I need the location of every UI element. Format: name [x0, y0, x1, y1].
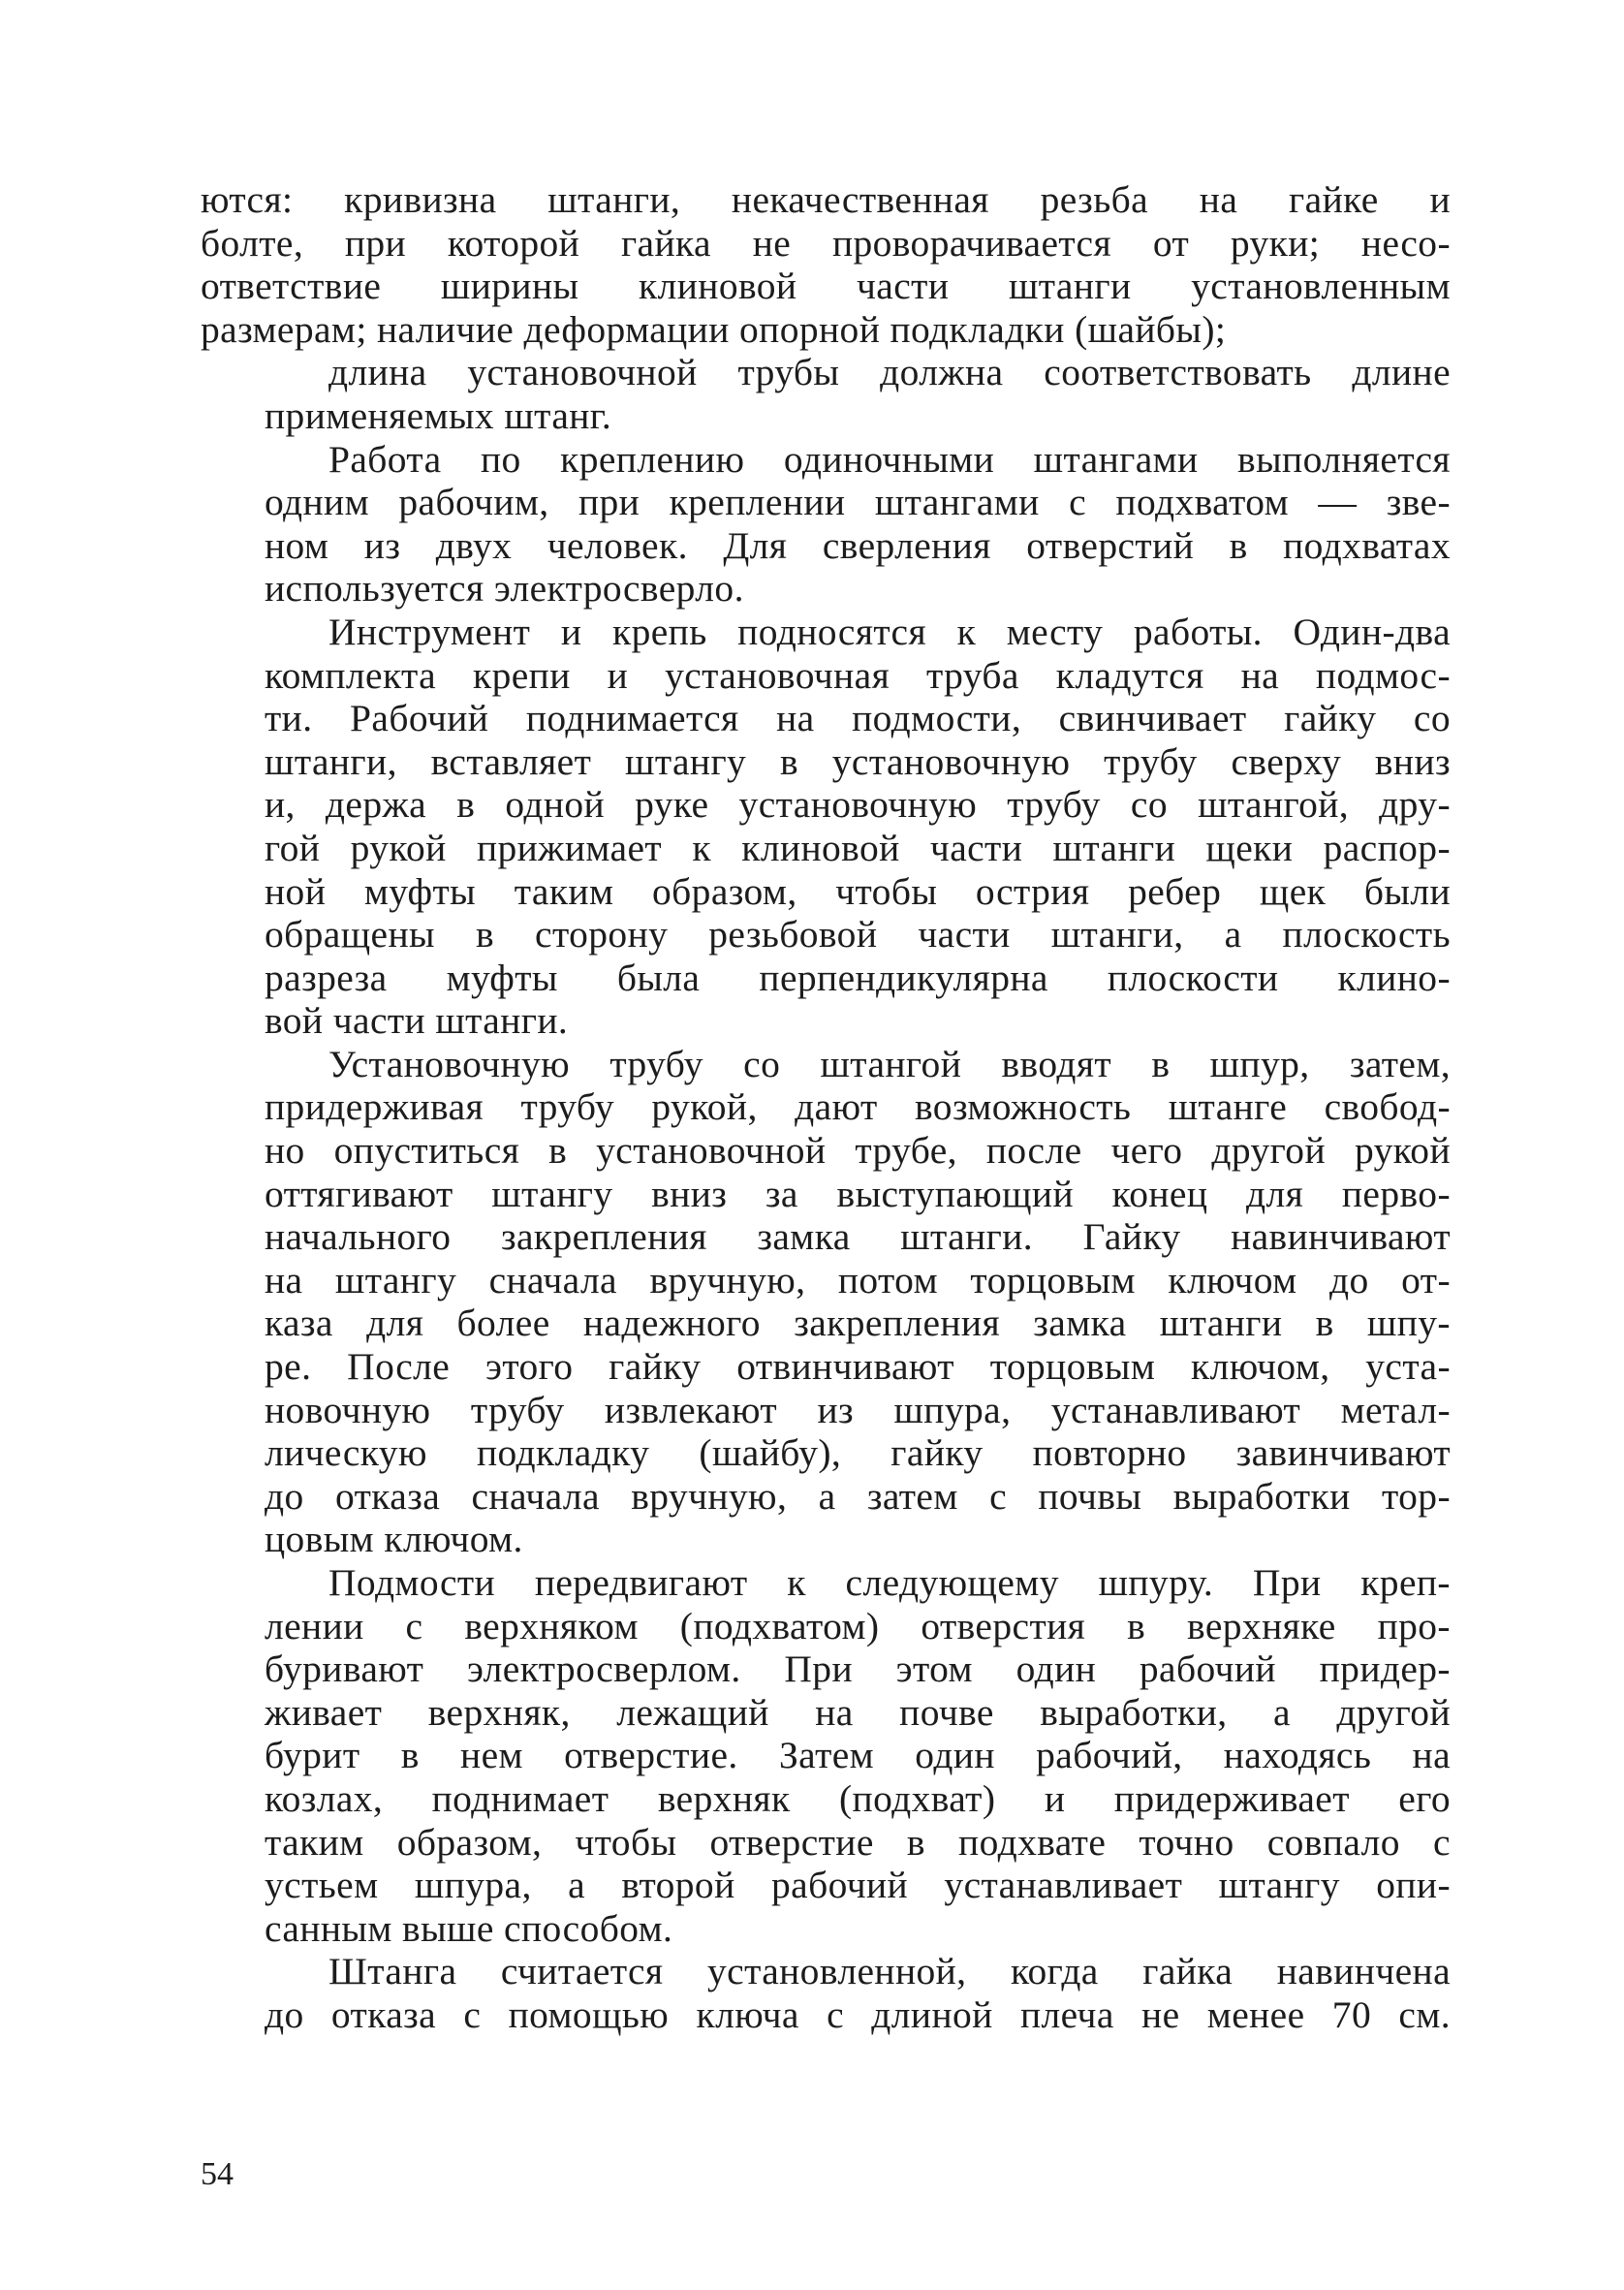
- text-line: применяемых штанг.: [265, 393, 612, 437]
- page-number: 54: [201, 2156, 234, 2192]
- text-line: и, держа в одной руке установочную трубу со штангой, дру-: [265, 783, 1451, 827]
- paragraph: [201, 1950, 1451, 2036]
- text-line: Установочную трубу со штангой вводят в шпур, затем,: [328, 1042, 1451, 1085]
- text-line: болте, при которой гайка не проворачивается от руки; несо-: [201, 221, 1451, 265]
- text-line: вой части штанги.: [265, 999, 569, 1043]
- paragraph: [201, 178, 1451, 351]
- text-line: Инструмент и крепь подносятся к месту работы. Один-два: [328, 610, 1451, 653]
- text-line: Штанга считается установленной, когда гайка навинчена: [328, 1950, 1451, 1993]
- text-line: штанги, вставляет штангу в установочную трубу сверху вниз: [265, 739, 1451, 783]
- text-line: оттягивают штангу вниз за выступающий конец для перво-: [265, 1172, 1451, 1215]
- paragraph: [201, 611, 1451, 1043]
- text-line: ной муфты таким образом, чтобы острия ребер щек были: [265, 869, 1451, 913]
- paragraph: [201, 1561, 1451, 1950]
- text-line: живает верхняк, лежащий на почве выработки, а другой: [265, 1690, 1451, 1734]
- text-line: до отказа сначала вручную, а затем с почвы выработки тор-: [265, 1474, 1451, 1518]
- text-line: до отказа с помощью ключа с длиной плеча не менее 70 см.: [265, 1992, 1451, 2036]
- text-line: Подмости передвигают к следующему шпуру. При креп-: [328, 1561, 1451, 1604]
- text-line: но опуститься в установочной трубе, после чего другой рукой: [265, 1129, 1451, 1173]
- paragraph: [201, 351, 1451, 437]
- text-line: разреза муфты была перпендикулярна плоскости клино-: [265, 956, 1451, 999]
- text-line: одним рабочим, при креплении штангами с подхватом — зве-: [265, 481, 1451, 524]
- text-line: бурит в нем отверстие. Затем один рабочий, находясь на: [265, 1734, 1451, 1777]
- paragraph: [201, 438, 1451, 611]
- text-line: используется электросверло.: [265, 567, 744, 611]
- text-line: таким образом, чтобы отверстие в подхвате точно совпало с: [265, 1820, 1451, 1864]
- text-line: размерам; наличие деформации опорной подкладки (шайбы);: [201, 307, 1227, 351]
- text-line: лическую подкладку (шайбу), гайку повторно завинчивают: [265, 1431, 1451, 1475]
- text-line: ти. Рабочий поднимается на подмости, свинчивает гайку со: [265, 697, 1451, 740]
- text-line: ре. После этого гайку отвинчивают торцовым ключом, уста-: [265, 1345, 1451, 1389]
- text-line: санным выше способом.: [265, 1906, 673, 1950]
- text-line: ются: кривизна штанги, некачественная резьба на гайке и: [201, 178, 1451, 221]
- text-line: буривают электросверлом. При этом один рабочий придер-: [265, 1647, 1451, 1691]
- text-line: Работа по креплению одиночными штангами выполняется: [328, 437, 1451, 481]
- text-line: лении с верхняком (подхватом) отверстия в верхняке про-: [265, 1604, 1451, 1647]
- text-line: придерживая трубу рукой, дают возможность штанге свобод-: [265, 1085, 1451, 1129]
- text-line: обращены в сторону резьбовой части штанги, а плоскость: [265, 913, 1451, 957]
- text-line: цовым ключом.: [265, 1518, 523, 1561]
- paragraph: [201, 1043, 1451, 1561]
- text-line: длина установочной трубы должна соответствовать длине: [328, 351, 1451, 394]
- text-line: новочную трубу извлекают из шпура, устанавливают метал-: [265, 1388, 1451, 1431]
- text-line: устьем шпура, а второй рабочий устанавливает штангу опи-: [265, 1864, 1451, 1907]
- text-line: каза для более надежного закрепления замка штанги в шпу-: [265, 1302, 1451, 1345]
- text-line: на штангу сначала вручную, потом торцовым ключом до от-: [265, 1258, 1451, 1302]
- text-line: ном из двух человек. Для сверления отверстий в подхватах: [265, 523, 1451, 567]
- text-line: ответствие ширины клиновой части штанги установленным: [201, 265, 1451, 308]
- body-text: [201, 178, 1451, 2037]
- text-line: гой рукой прижимает к клиновой части штанги щеки распор-: [265, 826, 1451, 869]
- text-line: комплекта крепи и установочная труба кладутся на подмос-: [265, 653, 1451, 697]
- text-line: козлах, поднимает верхняк (подхват) и придерживает его: [265, 1776, 1451, 1820]
- text-line: начального закрепления замка штанги. Гайку навинчивают: [265, 1215, 1451, 1259]
